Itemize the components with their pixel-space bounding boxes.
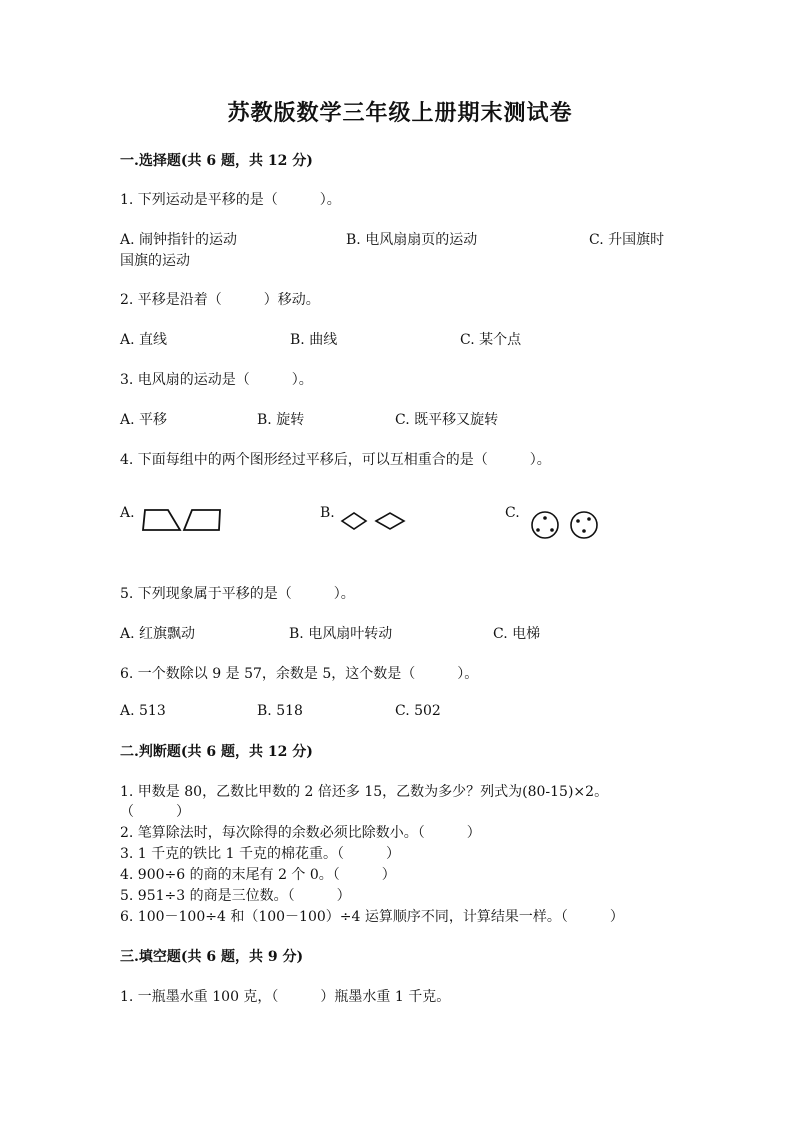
q3-option-c: C. 既平移又旋转 xyxy=(395,412,499,428)
q4-option-b: B. xyxy=(320,505,335,521)
judgement-item-4: 4. 900÷6 的商的末尾有 2 个 0。（ ） xyxy=(120,867,396,883)
dot-mark xyxy=(582,529,586,533)
rhombus-shape xyxy=(376,513,404,529)
section-heading-choice: 一.选择题(共 6 题，共 12 分) xyxy=(120,153,313,169)
q2-option-b: B. 曲线 xyxy=(290,332,338,348)
question-2: 2. 平移是沿着（ ）移动。 xyxy=(120,292,320,308)
q1-option-c: C. 升国旗时 xyxy=(589,232,665,248)
rhombus-shape xyxy=(342,513,366,529)
q3-option-a: A. 平移 xyxy=(120,412,168,428)
question-5: 5. 下列现象属于平移的是（ ）。 xyxy=(120,586,355,602)
question-4: 4. 下面每组中的两个图形经过平移后，可以互相重合的是（ ）。 xyxy=(120,452,551,468)
page-title: 苏教版数学三年级上册期末测试卷 xyxy=(227,100,573,126)
question-1: 1. 下列运动是平移的是（ ）。 xyxy=(120,192,341,208)
fill-blank-item-1: 1. 一瓶墨水重 100 克，（ ）瓶墨水重 1 千克。 xyxy=(120,989,451,1005)
trapezoid-shape xyxy=(184,510,220,530)
judgement-item-6: 6. 100－100÷4 和（100－100）÷4 运算顺序不同，计算结果一样。（ ） xyxy=(120,909,624,925)
dotted-circle-figures xyxy=(528,510,608,540)
q4-option-c: C. xyxy=(505,505,520,521)
q3-option-b: B. 旋转 xyxy=(257,412,305,428)
section-heading-fill-blank: 三.填空题(共 6 题，共 9 分) xyxy=(120,949,304,965)
judgement-item-5: 5. 951÷3 的商是三位数。（ ） xyxy=(120,888,351,904)
q6-option-c: C. 502 xyxy=(395,703,441,719)
q6-option-a: A. 513 xyxy=(120,703,166,719)
judgement-item-3: 3. 1 千克的铁比 1 千克的棉花重。（ ） xyxy=(120,846,400,862)
q6-option-b: B. 518 xyxy=(257,703,303,719)
q2-option-a: A. 直线 xyxy=(120,332,168,348)
judgement-item-2: 2. 笔算除法时，每次除得的余数必须比除数小。（ ） xyxy=(120,825,481,841)
judgement-item-1: 1. 甲数是 80，乙数比甲数的 2 倍还多 15，乙数为多少？列式为(80-15)×2。 xyxy=(120,784,609,800)
dot-mark xyxy=(576,519,580,523)
q5-option-b: B. 电风扇叶转动 xyxy=(289,626,393,642)
q4-option-a: A. xyxy=(120,505,135,521)
q1-option-a: A. 闹钟指针的运动 xyxy=(120,232,238,248)
q5-option-a: A. 红旗飘动 xyxy=(120,626,196,642)
dot-mark xyxy=(587,517,591,521)
question-3: 3. 电风扇的运动是（ ）。 xyxy=(120,372,313,388)
trapezoid-shape xyxy=(143,510,180,530)
circle-shape xyxy=(532,512,558,538)
question-6: 6. 一个数除以 9 是 57，余数是 5，这个数是（ ）。 xyxy=(120,666,479,682)
q1-option-c-continued: 国旗的运动 xyxy=(120,253,190,269)
dot-mark xyxy=(536,528,540,532)
dot-mark xyxy=(543,516,547,520)
section-heading-judgement: 二.判断题(共 6 题，共 12 分) xyxy=(120,744,313,760)
circle-shape xyxy=(571,512,597,538)
q2-option-c: C. 某个点 xyxy=(460,332,522,348)
trapezoid-figures xyxy=(140,505,230,535)
q1-option-b: B. 电风扇扇页的运动 xyxy=(346,232,478,248)
judgement-item-1-bracket: （ ） xyxy=(120,804,190,820)
rhombus-figures xyxy=(338,508,410,534)
q5-option-c: C. 电梯 xyxy=(493,626,541,642)
dot-mark xyxy=(550,528,554,532)
